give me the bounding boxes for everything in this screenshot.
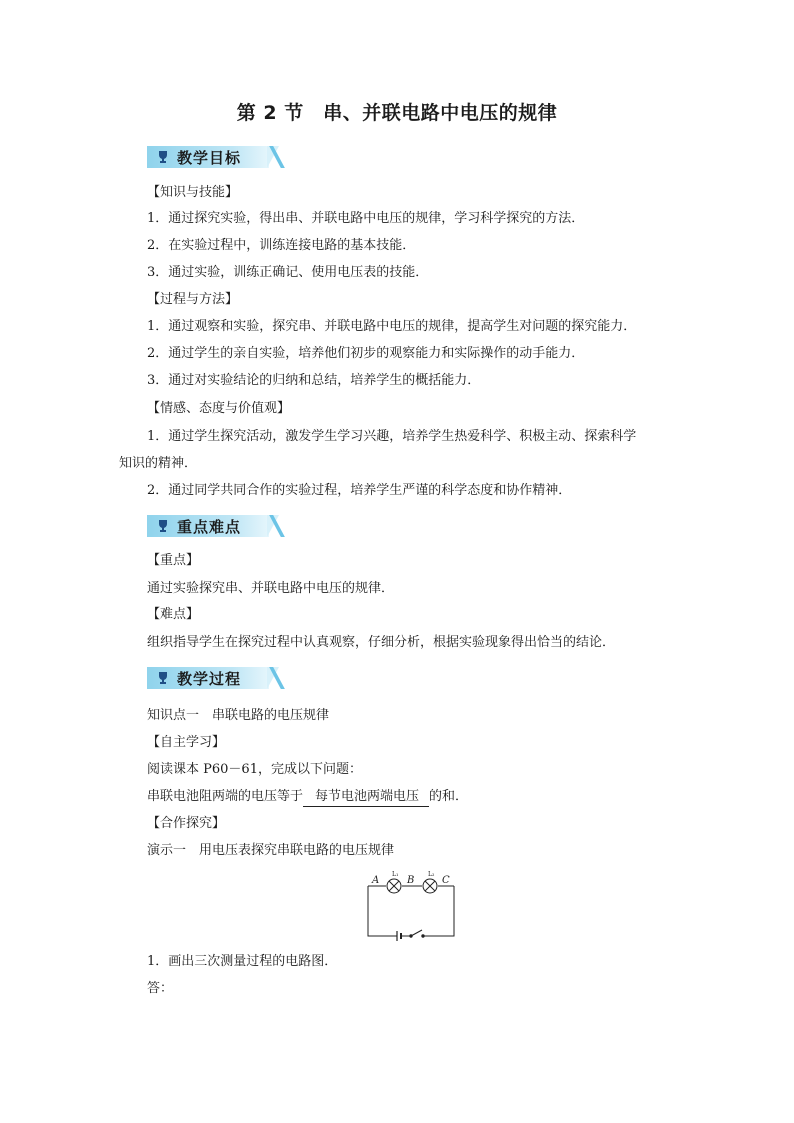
- paragraph: 2．通过同学共同合作的实验过程，培养学生严谨的科学态度和协作精神．: [147, 483, 572, 498]
- paragraph: 1．画出三次测量过程的电路图．: [147, 954, 338, 969]
- lamp-label-l2: L₂: [428, 871, 435, 878]
- subheading: 【难点】: [147, 607, 200, 622]
- subheading: 【知识与技能】: [147, 185, 239, 200]
- subheading: 【合作探究】: [147, 816, 226, 831]
- trophy-icon: [156, 150, 170, 164]
- paragraph: 知识的精神．: [119, 456, 198, 471]
- fill-prefix: 串联电池阻两端的电压等于: [147, 789, 304, 804]
- section-banner-goals: [147, 143, 287, 169]
- paragraph: 1．通过探究实验，得出串、并联电路中电压的规律，学习科学探究的方法．: [147, 211, 585, 226]
- node-label-b: B: [407, 875, 415, 886]
- fill-suffix: 的和．: [429, 789, 469, 804]
- node-label-c: C: [442, 875, 450, 886]
- lamp-label-l1: L₁: [392, 871, 399, 878]
- paragraph: 1．通过学生探究活动，激发学生学习兴趣，培养学生热爱科学、积极主动、探索科学: [147, 429, 637, 444]
- trophy-icon: [156, 671, 170, 685]
- paragraph: 通过实验探究串、并联电路中电压的规律．: [147, 581, 395, 596]
- subheading: 【情感、态度与价值观】: [147, 401, 291, 416]
- trophy-icon: [156, 519, 170, 533]
- paragraph: 知识点一 串联电路的电压规律: [147, 708, 330, 723]
- section-title: 重点难点: [177, 518, 242, 536]
- fill-answer: 每节电池两端电压: [303, 788, 429, 807]
- node-label-a: A: [372, 875, 380, 886]
- paragraph: 演示一 用电压表探究串联电路的电压规律: [147, 843, 395, 858]
- series-circuit-diagram: [364, 868, 460, 942]
- answer-label: 答：: [147, 981, 174, 996]
- paragraph: 2．在实验过程中，训练连接电路的基本技能．: [147, 238, 416, 253]
- paragraph: 2．通过学生的亲自实验，培养他们初步的观察能力和实际操作的动手能力．: [147, 346, 585, 361]
- paragraph: 阅读课本 P60－61，完成以下问题：: [147, 762, 362, 777]
- section-banner-keypoints: [147, 512, 287, 538]
- paragraph: 组织指导学生在探究过程中认真观察，仔细分析，根据实验现象得出恰当的结论．: [147, 635, 616, 650]
- fill-in-sentence: [147, 788, 468, 807]
- section-title: 教学过程: [177, 670, 242, 688]
- page-title: 第 2 节 串、并联电路中电压的规律: [236, 102, 558, 124]
- section-banner-process: [147, 664, 287, 690]
- subheading: 【过程与方法】: [147, 292, 239, 307]
- paragraph: 3．通过实验，训练正确记、使用电压表的技能．: [147, 265, 429, 280]
- subheading: 【重点】: [147, 553, 200, 568]
- paragraph: 3．通过对实验结论的归纳和总结，培养学生的概括能力．: [147, 373, 481, 388]
- section-title: 教学目标: [177, 149, 242, 167]
- paragraph: 1．通过观察和实验，探究串、并联电路中电压的规律，提高学生对问题的探究能力．: [147, 319, 637, 334]
- subheading: 【自主学习】: [147, 735, 226, 750]
